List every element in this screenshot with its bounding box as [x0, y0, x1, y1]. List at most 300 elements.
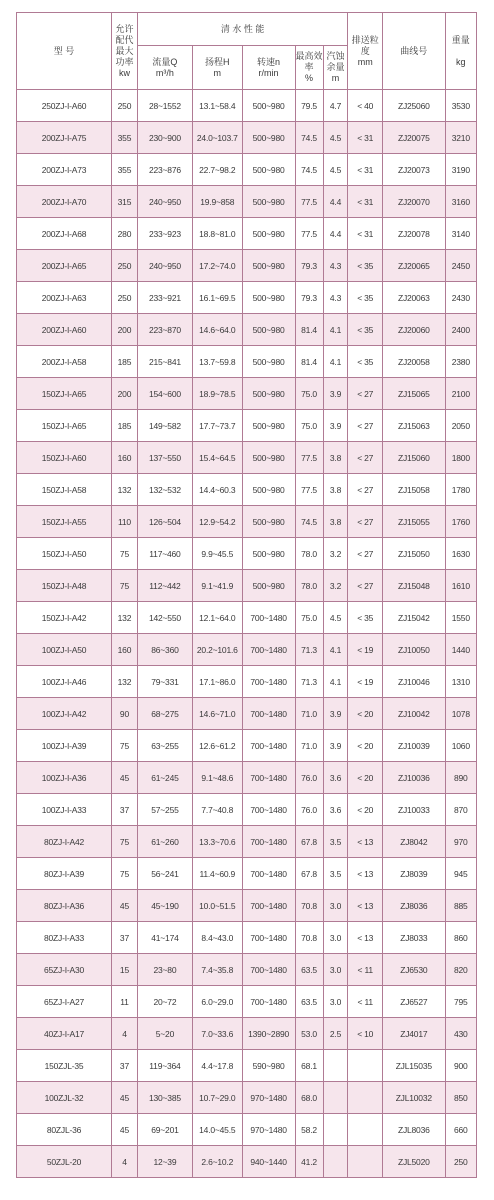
cell-curve: ZJ10046: [383, 666, 446, 698]
cell-particle: < 31: [348, 218, 383, 250]
cell-particle: < 20: [348, 762, 383, 794]
cell-efficiency: 75.0: [295, 378, 323, 410]
cell-speed: 1390~2890: [242, 1018, 295, 1050]
cell-weight: 870: [445, 794, 476, 826]
cell-efficiency: 77.5: [295, 218, 323, 250]
cell-speed: 700~1480: [242, 986, 295, 1018]
cell-speed: 700~1480: [242, 954, 295, 986]
cell-curve: ZJ4017: [383, 1018, 446, 1050]
cell-particle: < 13: [348, 826, 383, 858]
cell-flow: 154~600: [137, 378, 192, 410]
cell-power: 200: [112, 314, 138, 346]
cell-weight: 890: [445, 762, 476, 794]
cell-curve: ZJ8036: [383, 890, 446, 922]
cell-model: 80ZJ-I-A33: [17, 922, 112, 954]
cell-model: 100ZJ-I-A46: [17, 666, 112, 698]
table-row: [17, 442, 477, 474]
cell-npsh: 4.4: [323, 218, 348, 250]
cell-flow: 240~950: [137, 250, 192, 282]
cell-flow: 230~900: [137, 122, 192, 154]
header-flow: [137, 46, 192, 90]
cell-flow: 132~532: [137, 474, 192, 506]
cell-particle: < 27: [348, 410, 383, 442]
header-particle-label: 排送粒度: [351, 34, 379, 56]
table-row: [17, 794, 477, 826]
table-row: [17, 922, 477, 954]
header-power-unit: kw: [118, 67, 130, 78]
table-row: [17, 378, 477, 410]
cell-speed: 500~980: [242, 250, 295, 282]
cell-npsh: 3.0: [323, 986, 348, 1018]
table-row: [17, 538, 477, 570]
cell-head: 13.7~59.8: [192, 346, 242, 378]
cell-model: 200ZJ-I-A60: [17, 314, 112, 346]
cell-power: 185: [112, 410, 138, 442]
cell-weight: 1440: [445, 634, 476, 666]
table-row: [17, 698, 477, 730]
cell-head: 13.1~58.4: [192, 90, 242, 122]
cell-head: 4.4~17.8: [192, 1050, 242, 1082]
cell-curve: ZJ20070: [383, 186, 446, 218]
cell-power: 4: [112, 1018, 138, 1050]
cell-flow: 137~550: [137, 442, 192, 474]
cell-particle: < 10: [348, 1018, 383, 1050]
cell-curve: ZJ20078: [383, 218, 446, 250]
cell-efficiency: 77.5: [295, 474, 323, 506]
cell-npsh: 4.5: [323, 602, 348, 634]
cell-npsh: 3.8: [323, 506, 348, 538]
cell-power: 37: [112, 922, 138, 954]
table-row: [17, 346, 477, 378]
cell-weight: 2430: [445, 282, 476, 314]
cell-npsh: 3.5: [323, 826, 348, 858]
cell-model: 200ZJ-I-A63: [17, 282, 112, 314]
cell-npsh: 4.5: [323, 154, 348, 186]
cell-power: 90: [112, 698, 138, 730]
cell-model: 100ZJ-I-A33: [17, 794, 112, 826]
cell-npsh: 3.9: [323, 730, 348, 762]
cell-model: 200ZJ-I-A68: [17, 218, 112, 250]
table-row: [17, 218, 477, 250]
cell-model: 150ZJ-I-A65: [17, 410, 112, 442]
cell-npsh: 3.9: [323, 698, 348, 730]
cell-particle: < 13: [348, 890, 383, 922]
cell-model: 65ZJ-I-A30: [17, 954, 112, 986]
cell-power: 75: [112, 570, 138, 602]
cell-particle: < 35: [348, 346, 383, 378]
cell-efficiency: 77.5: [295, 186, 323, 218]
cell-speed: 700~1480: [242, 634, 295, 666]
cell-npsh: 3.5: [323, 858, 348, 890]
cell-particle: < 31: [348, 186, 383, 218]
cell-efficiency: 74.5: [295, 122, 323, 154]
header-speed: [242, 46, 295, 90]
pump-spec-table: [16, 12, 477, 1178]
cell-efficiency: 67.8: [295, 858, 323, 890]
cell-head: 2.6~10.2: [192, 1146, 242, 1178]
cell-head: 12.1~64.0: [192, 602, 242, 634]
cell-npsh: [323, 1082, 348, 1114]
cell-efficiency: 74.5: [295, 506, 323, 538]
header-curve: 曲线号: [383, 13, 446, 90]
cell-weight: 250: [445, 1146, 476, 1178]
cell-npsh: [323, 1146, 348, 1178]
cell-efficiency: 63.5: [295, 986, 323, 1018]
cell-weight: 2100: [445, 378, 476, 410]
cell-head: 9.9~45.5: [192, 538, 242, 570]
table-row: [17, 730, 477, 762]
cell-speed: 500~980: [242, 442, 295, 474]
cell-curve: ZJ20063: [383, 282, 446, 314]
cell-particle: [348, 1082, 383, 1114]
cell-head: 7.0~33.6: [192, 1018, 242, 1050]
cell-speed: 700~1480: [242, 666, 295, 698]
cell-head: 17.1~86.0: [192, 666, 242, 698]
cell-npsh: 3.2: [323, 570, 348, 602]
cell-head: 7.4~35.8: [192, 954, 242, 986]
cell-model: 200ZJ-I-A73: [17, 154, 112, 186]
table-row: [17, 634, 477, 666]
header-weight: [445, 13, 476, 90]
cell-efficiency: 79.3: [295, 250, 323, 282]
table-row: [17, 186, 477, 218]
table-row: [17, 1146, 477, 1178]
cell-weight: 1610: [445, 570, 476, 602]
cell-power: 250: [112, 250, 138, 282]
table-row: [17, 666, 477, 698]
cell-speed: 940~1440: [242, 1146, 295, 1178]
cell-head: 14.0~45.5: [192, 1114, 242, 1146]
cell-power: 355: [112, 122, 138, 154]
cell-head: 12.6~61.2: [192, 730, 242, 762]
cell-flow: 130~385: [137, 1082, 192, 1114]
cell-speed: 500~980: [242, 282, 295, 314]
header-head: [192, 46, 242, 90]
cell-speed: 500~980: [242, 506, 295, 538]
cell-head: 8.4~43.0: [192, 922, 242, 954]
cell-model: 100ZJ-I-A50: [17, 634, 112, 666]
header-power: [112, 13, 138, 90]
cell-weight: 1550: [445, 602, 476, 634]
table-row: [17, 1082, 477, 1114]
cell-npsh: 3.9: [323, 410, 348, 442]
cell-model: 100ZJL-32: [17, 1082, 112, 1114]
cell-power: 315: [112, 186, 138, 218]
cell-weight: 860: [445, 922, 476, 954]
cell-curve: ZJ20065: [383, 250, 446, 282]
cell-npsh: 4.4: [323, 186, 348, 218]
cell-weight: 2450: [445, 250, 476, 282]
header-head-label: 扬程H: [205, 56, 230, 67]
cell-weight: 3210: [445, 122, 476, 154]
cell-model: 200ZJ-I-A58: [17, 346, 112, 378]
cell-flow: 126~504: [137, 506, 192, 538]
cell-efficiency: 71.3: [295, 666, 323, 698]
cell-model: 200ZJ-I-A70: [17, 186, 112, 218]
cell-efficiency: 53.0: [295, 1018, 323, 1050]
cell-head: 7.7~40.8: [192, 794, 242, 826]
cell-flow: 63~255: [137, 730, 192, 762]
cell-curve: ZJ10039: [383, 730, 446, 762]
cell-npsh: 3.6: [323, 762, 348, 794]
spec-table-container: [16, 12, 477, 1178]
cell-model: 80ZJ-I-A39: [17, 858, 112, 890]
table-row: [17, 826, 477, 858]
cell-head: 18.9~78.5: [192, 378, 242, 410]
header-efficiency: [295, 46, 323, 90]
cell-npsh: 4.1: [323, 314, 348, 346]
cell-curve: ZJ15060: [383, 442, 446, 474]
cell-model: 200ZJ-I-A65: [17, 250, 112, 282]
cell-head: 16.1~69.5: [192, 282, 242, 314]
cell-head: 14.6~71.0: [192, 698, 242, 730]
cell-efficiency: 78.0: [295, 538, 323, 570]
cell-power: 45: [112, 890, 138, 922]
cell-curve: ZJ15055: [383, 506, 446, 538]
cell-curve: ZJL8036: [383, 1114, 446, 1146]
cell-curve: ZJL10032: [383, 1082, 446, 1114]
cell-model: 250ZJ-I-A60: [17, 90, 112, 122]
cell-npsh: 3.0: [323, 954, 348, 986]
cell-weight: 945: [445, 858, 476, 890]
cell-power: 75: [112, 730, 138, 762]
cell-flow: 79~331: [137, 666, 192, 698]
cell-curve: ZJ15050: [383, 538, 446, 570]
cell-head: 9.1~41.9: [192, 570, 242, 602]
table-row: [17, 410, 477, 442]
cell-curve: ZJ8039: [383, 858, 446, 890]
cell-power: 132: [112, 474, 138, 506]
table-row: [17, 250, 477, 282]
table-row: [17, 1114, 477, 1146]
cell-head: 19.9~858: [192, 186, 242, 218]
cell-head: 14.6~64.0: [192, 314, 242, 346]
header-speed-unit: r/min: [258, 67, 279, 78]
cell-speed: 500~980: [242, 410, 295, 442]
cell-particle: < 27: [348, 442, 383, 474]
cell-npsh: [323, 1114, 348, 1146]
header-weight-unit: kg: [456, 56, 466, 67]
header-weight-label: 重量: [451, 34, 470, 45]
cell-weight: 1630: [445, 538, 476, 570]
cell-power: 110: [112, 506, 138, 538]
cell-model: 50ZJL-20: [17, 1146, 112, 1178]
cell-curve: ZJL15035: [383, 1050, 446, 1082]
cell-power: 15: [112, 954, 138, 986]
header-flow-unit: m³/h: [155, 67, 174, 78]
cell-model: 80ZJ-I-A36: [17, 890, 112, 922]
cell-model: 200ZJ-I-A75: [17, 122, 112, 154]
cell-flow: 68~275: [137, 698, 192, 730]
cell-flow: 215~841: [137, 346, 192, 378]
cell-curve: ZJ10033: [383, 794, 446, 826]
cell-weight: 2380: [445, 346, 476, 378]
cell-npsh: 4.3: [323, 250, 348, 282]
cell-flow: 45~190: [137, 890, 192, 922]
cell-efficiency: 81.4: [295, 314, 323, 346]
cell-head: 18.8~81.0: [192, 218, 242, 250]
cell-model: 150ZJ-I-A50: [17, 538, 112, 570]
cell-npsh: 4.1: [323, 634, 348, 666]
cell-model: 80ZJL-36: [17, 1114, 112, 1146]
cell-weight: 1310: [445, 666, 476, 698]
cell-power: 200: [112, 378, 138, 410]
cell-model: 80ZJ-I-A42: [17, 826, 112, 858]
cell-curve: ZJ10042: [383, 698, 446, 730]
table-row: [17, 954, 477, 986]
cell-head: 17.2~74.0: [192, 250, 242, 282]
cell-efficiency: 71.3: [295, 634, 323, 666]
cell-speed: 500~980: [242, 218, 295, 250]
cell-efficiency: 58.2: [295, 1114, 323, 1146]
cell-particle: < 13: [348, 858, 383, 890]
cell-model: 100ZJ-I-A39: [17, 730, 112, 762]
cell-efficiency: 81.4: [295, 346, 323, 378]
header-npsh: [323, 46, 348, 90]
cell-efficiency: 78.0: [295, 570, 323, 602]
cell-weight: 430: [445, 1018, 476, 1050]
cell-weight: 1780: [445, 474, 476, 506]
cell-model: 150ZJL-35: [17, 1050, 112, 1082]
cell-efficiency: 67.8: [295, 826, 323, 858]
cell-speed: 500~980: [242, 378, 295, 410]
cell-head: 12.9~54.2: [192, 506, 242, 538]
table-row: [17, 602, 477, 634]
cell-curve: ZJL5020: [383, 1146, 446, 1178]
cell-flow: 119~364: [137, 1050, 192, 1082]
cell-npsh: 4.1: [323, 666, 348, 698]
cell-power: 250: [112, 282, 138, 314]
cell-efficiency: 75.0: [295, 410, 323, 442]
cell-curve: ZJ8042: [383, 826, 446, 858]
cell-curve: ZJ15058: [383, 474, 446, 506]
header-particle-unit: mm: [357, 56, 373, 67]
cell-power: 37: [112, 794, 138, 826]
cell-flow: 223~876: [137, 154, 192, 186]
cell-power: 45: [112, 1114, 138, 1146]
cell-head: 9.1~48.6: [192, 762, 242, 794]
cell-flow: 57~255: [137, 794, 192, 826]
cell-weight: 1060: [445, 730, 476, 762]
cell-power: 132: [112, 666, 138, 698]
cell-weight: 1078: [445, 698, 476, 730]
cell-head: 6.0~29.0: [192, 986, 242, 1018]
cell-weight: 3140: [445, 218, 476, 250]
cell-efficiency: 70.8: [295, 922, 323, 954]
cell-weight: 3160: [445, 186, 476, 218]
cell-particle: < 35: [348, 314, 383, 346]
cell-curve: ZJ6530: [383, 954, 446, 986]
cell-curve: ZJ10050: [383, 634, 446, 666]
cell-speed: 700~1480: [242, 794, 295, 826]
cell-particle: < 27: [348, 474, 383, 506]
cell-speed: 970~1480: [242, 1114, 295, 1146]
cell-power: 37: [112, 1050, 138, 1082]
cell-power: 132: [112, 602, 138, 634]
cell-npsh: [323, 1050, 348, 1082]
cell-model: 100ZJ-I-A42: [17, 698, 112, 730]
cell-power: 75: [112, 826, 138, 858]
cell-curve: ZJ15042: [383, 602, 446, 634]
cell-power: 250: [112, 90, 138, 122]
table-row: [17, 474, 477, 506]
cell-head: 13.3~70.6: [192, 826, 242, 858]
cell-efficiency: 68.1: [295, 1050, 323, 1082]
header-head-unit: m: [213, 67, 222, 78]
cell-weight: 3530: [445, 90, 476, 122]
cell-flow: 142~550: [137, 602, 192, 634]
cell-npsh: 3.6: [323, 794, 348, 826]
cell-speed: 970~1480: [242, 1082, 295, 1114]
cell-flow: 5~20: [137, 1018, 192, 1050]
cell-weight: 885: [445, 890, 476, 922]
table-row: [17, 314, 477, 346]
cell-power: 185: [112, 346, 138, 378]
cell-npsh: 3.2: [323, 538, 348, 570]
cell-curve: ZJ10036: [383, 762, 446, 794]
cell-speed: 500~980: [242, 538, 295, 570]
cell-particle: < 27: [348, 538, 383, 570]
cell-power: 160: [112, 634, 138, 666]
cell-particle: < 13: [348, 922, 383, 954]
cell-curve: ZJ20060: [383, 314, 446, 346]
cell-model: 150ZJ-I-A42: [17, 602, 112, 634]
cell-flow: 56~241: [137, 858, 192, 890]
cell-speed: 700~1480: [242, 922, 295, 954]
cell-particle: < 11: [348, 986, 383, 1018]
cell-flow: 117~460: [137, 538, 192, 570]
cell-efficiency: 63.5: [295, 954, 323, 986]
cell-weight: 3190: [445, 154, 476, 186]
cell-particle: < 20: [348, 730, 383, 762]
cell-speed: 500~980: [242, 570, 295, 602]
cell-speed: 500~980: [242, 186, 295, 218]
cell-speed: 500~980: [242, 474, 295, 506]
cell-curve: ZJ15063: [383, 410, 446, 442]
table-row: [17, 154, 477, 186]
cell-head: 10.0~51.5: [192, 890, 242, 922]
cell-particle: [348, 1050, 383, 1082]
cell-weight: 820: [445, 954, 476, 986]
cell-weight: 2050: [445, 410, 476, 442]
cell-power: 280: [112, 218, 138, 250]
cell-speed: 700~1480: [242, 858, 295, 890]
cell-model: 150ZJ-I-A60: [17, 442, 112, 474]
table-row: [17, 570, 477, 602]
cell-speed: 700~1480: [242, 730, 295, 762]
cell-weight: 1800: [445, 442, 476, 474]
cell-flow: 41~174: [137, 922, 192, 954]
cell-power: 45: [112, 762, 138, 794]
cell-weight: 850: [445, 1082, 476, 1114]
header-particle: [348, 13, 383, 90]
cell-weight: 2400: [445, 314, 476, 346]
cell-particle: < 27: [348, 506, 383, 538]
cell-efficiency: 76.0: [295, 762, 323, 794]
cell-efficiency: 76.0: [295, 794, 323, 826]
cell-curve: ZJ20058: [383, 346, 446, 378]
table-row: [17, 282, 477, 314]
cell-curve: ZJ20073: [383, 154, 446, 186]
cell-speed: 700~1480: [242, 826, 295, 858]
cell-head: 24.0~103.7: [192, 122, 242, 154]
cell-speed: 500~980: [242, 90, 295, 122]
cell-npsh: 3.9: [323, 378, 348, 410]
cell-head: 10.7~29.0: [192, 1082, 242, 1114]
cell-curve: ZJ20075: [383, 122, 446, 154]
cell-npsh: 3.8: [323, 442, 348, 474]
cell-model: 65ZJ-I-A27: [17, 986, 112, 1018]
